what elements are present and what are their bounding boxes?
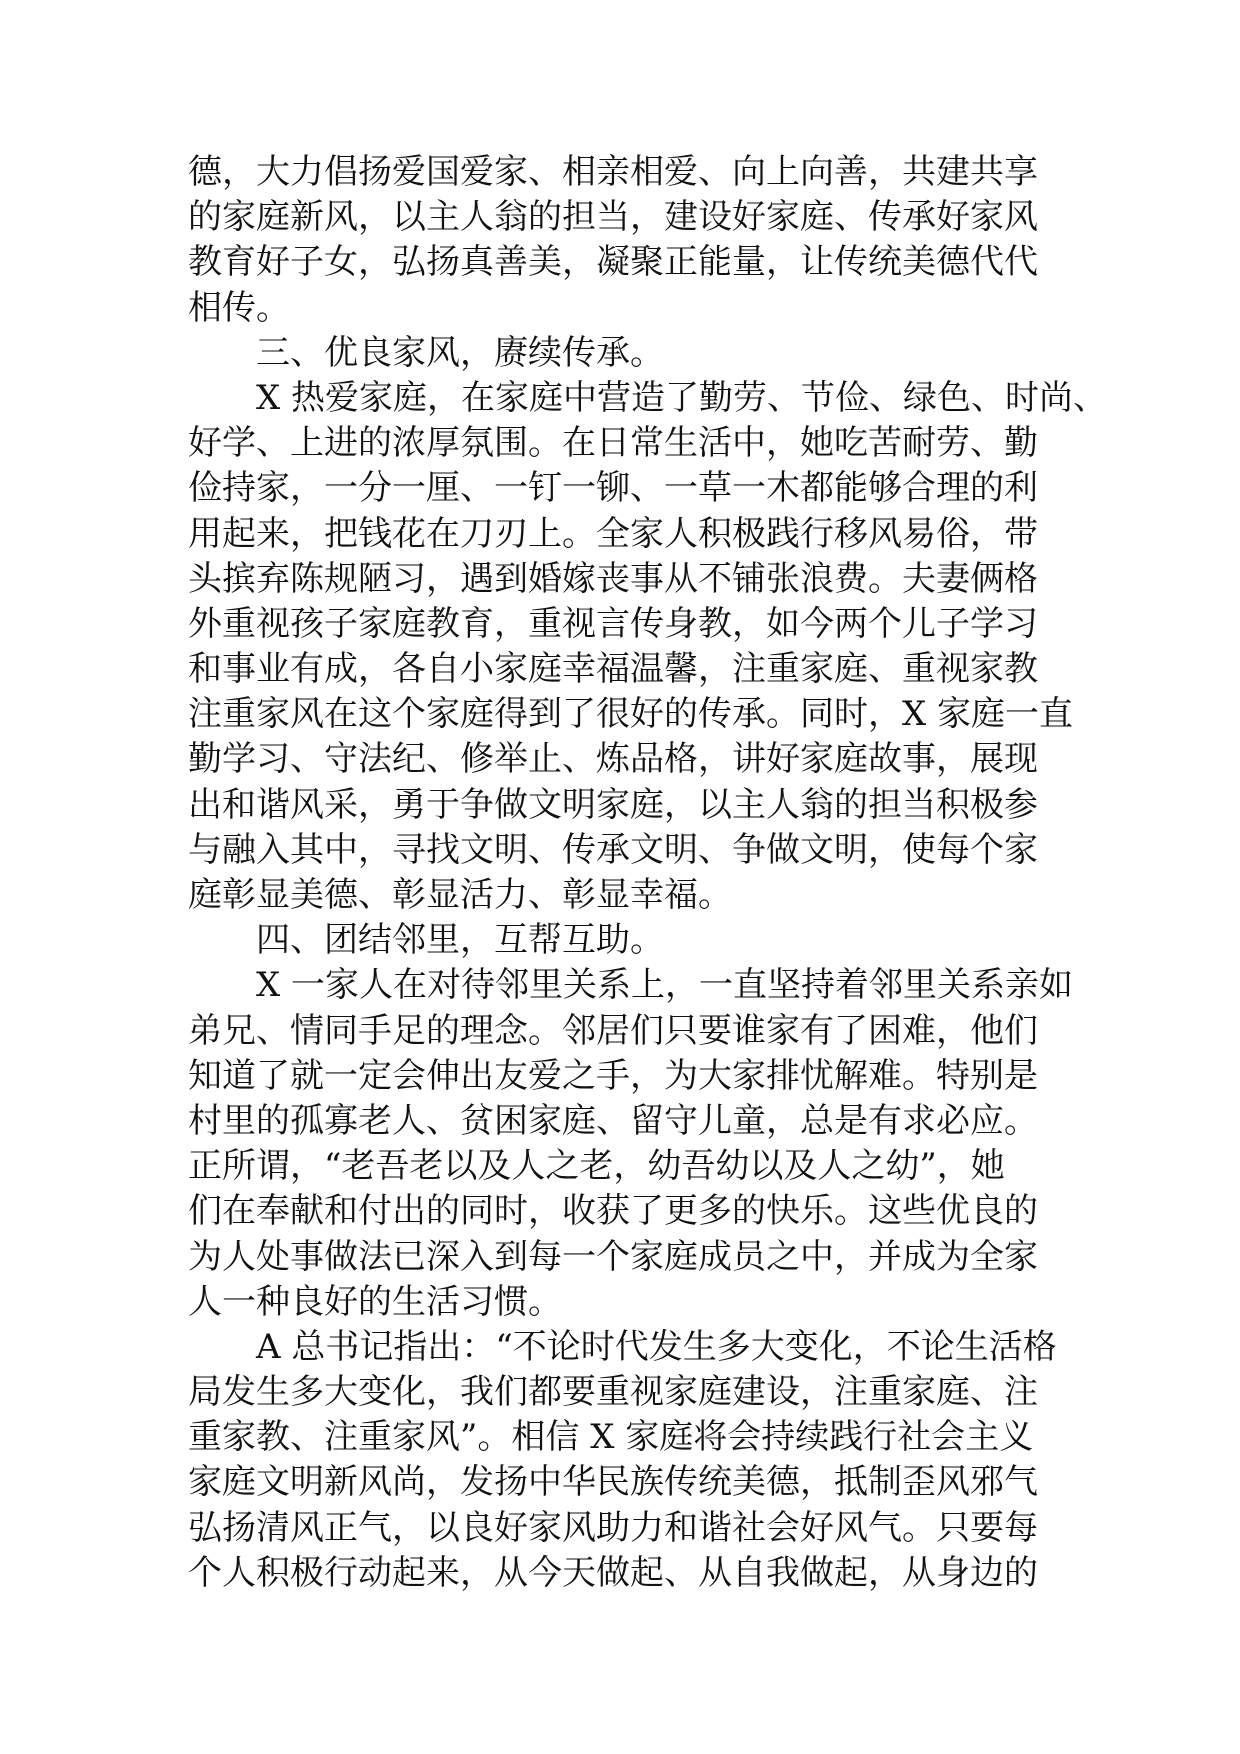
text-line: 的家庭新风，以主人翁的担当，建设好家庭、传承好家风 [188, 197, 1038, 238]
document-body [188, 150, 1108, 1596]
text-line: 庭彰显美德、彰显活力、彰显幸福。 [188, 875, 732, 915]
text-line: 村里的孤寡老人、贫困家庭、留守儿童，总是有求必应。 [188, 1100, 1038, 1141]
text-line: 相传。 [188, 287, 290, 328]
paragraph-first-line: X 热爱家庭，在家庭中营造了勤劳、节俭、绿色、时尚、 [256, 377, 1108, 418]
text-line: 勤学习、守法纪、修举止、炼品格，讲好家庭故事，展现 [188, 739, 1038, 780]
text-line: 为人处事做法已深入到每一个家庭成员之中，并成为全家 [188, 1236, 1038, 1277]
text-line: 俭持家，一分一厘、一钉一铆、一草一木都能够合理的利 [188, 468, 1038, 509]
text-line: 和事业有成，各自小家庭幸福温馨，注重家庭、重视家教 [188, 649, 1038, 690]
paragraph-first-line: A 总书记指出：“不论时代发生多大变化，不论生活格 [256, 1326, 1057, 1367]
text-line: 头摈弃陈规陋习，遇到婚嫁丧事从不铺张浪费。夫妻俩格 [188, 558, 1038, 599]
text-line: 正所谓，“老吾老以及人之老，幼吾幼以及人之幼”，她 [188, 1146, 1005, 1187]
text-line: 弘扬清风正气，以良好家风助力和谐社会好风气。只要每 [188, 1507, 1038, 1548]
text-line: 个人积极行动起来，从今天做起、从自我做起，从身边的 [188, 1552, 1038, 1593]
paragraph-first-line: X 一家人在对待邻里关系上，一直坚持着邻里关系亲如 [256, 965, 1074, 1006]
text-line: 好学、上进的浓厚氛围。在日常生活中，她吃苦耐劳、勤 [188, 423, 1038, 464]
text-line: 知道了就一定会伸出友爱之手，为大家排忧解难。特别是 [188, 1055, 1038, 1096]
text-line: 与融入其中，寻找文明、传承文明、争做文明，使每个家 [188, 829, 1038, 870]
text-line: 家庭文明新风尚，发扬中华民族传统美德，抵制歪风邪气 [188, 1462, 1038, 1503]
text-line: 人一种良好的生活习惯。 [188, 1281, 562, 1322]
text-line: 局发生多大变化，我们都要重视家庭建设，注重家庭、注 [188, 1372, 1038, 1413]
text-line: 重家教、注重家风”。相信 X 家庭将会持续践行社会主义 [188, 1417, 1034, 1458]
text-line: 弟兄、情同手足的理念。邻居们只要谁家有了困难，他们 [188, 1010, 1038, 1051]
text-line: 用起来，把钱花在刀刃上。全家人积极践行移风易俗，带 [188, 513, 1038, 554]
text-line: 们在奉献和付出的同时，收获了更多的快乐。这些优良的 [188, 1191, 1038, 1232]
text-line: 注重家风在这个家庭得到了很好的传承。同时，X 家庭一直 [188, 694, 1074, 735]
text-line: 外重视孩子家庭教育，重视言传身教，如今两个儿子学习 [188, 603, 1038, 644]
paragraph-first-line: 三、优良家风，赓续传承。 [256, 332, 664, 373]
text-line: 教育好子女，弘扬真善美，凝聚正能量，让传统美德代代 [188, 242, 1038, 283]
paragraph-first-line: 四、团结邻里，互帮互助。 [256, 920, 664, 961]
text-line: 德，大力倡扬爱国爱家、相亲相爱、向上向善，共建共享 [188, 152, 1038, 192]
text-line: 出和谐风采，勇于争做文明家庭，以主人翁的担当积极参 [188, 784, 1038, 825]
